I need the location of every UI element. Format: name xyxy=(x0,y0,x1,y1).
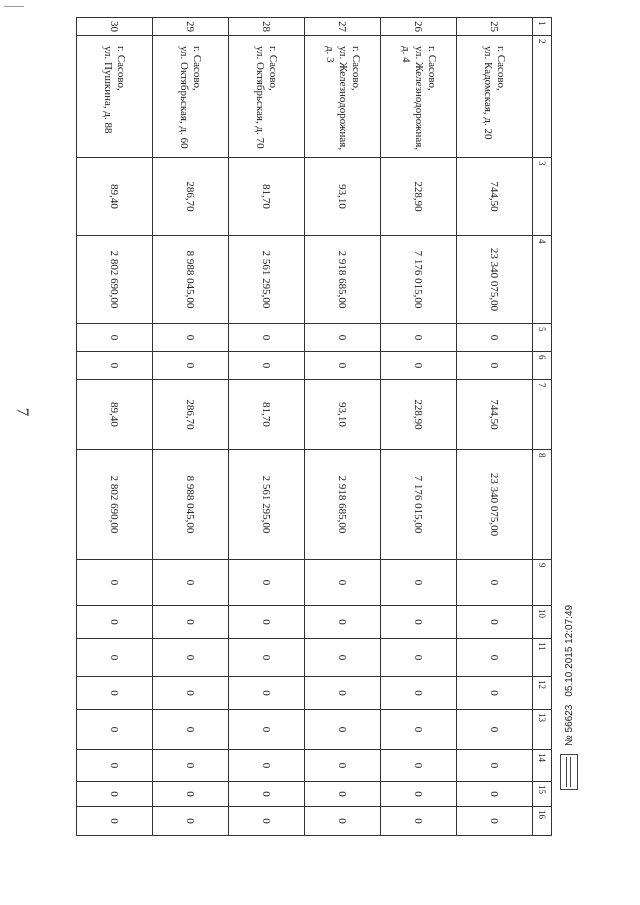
value-cell-c15: 0 xyxy=(457,782,533,807)
value-cell-c5: 0 xyxy=(457,324,533,352)
registry-stamp-icon xyxy=(560,754,578,790)
table-row xyxy=(457,18,533,836)
document-timestamp: 05.10.2015 12:07:49 xyxy=(563,604,575,697)
value-cell-c14: 0 xyxy=(381,750,457,782)
value-cell-c8: 2 918 685,00 xyxy=(305,450,381,560)
table-row xyxy=(77,18,153,836)
column-header-4: 4 xyxy=(533,236,552,324)
value-cell-c10: 0 xyxy=(229,606,305,639)
value-cell-c13: 0 xyxy=(457,710,533,750)
value-cell-c4: 7 176 015,00 xyxy=(381,236,457,324)
value-cell-c14: 0 xyxy=(457,750,533,782)
value-cell-c14: 0 xyxy=(153,750,229,782)
value-cell-c6: 0 xyxy=(305,352,381,380)
value-cell-c15: 0 xyxy=(77,782,153,807)
value-cell-c9: 0 xyxy=(77,560,153,606)
value-cell-c13: 0 xyxy=(77,710,153,750)
value-cell-c6: 0 xyxy=(77,352,153,380)
value-cell-c4: 23 340 075,00 xyxy=(457,236,533,324)
value-cell-c13: 0 xyxy=(229,710,305,750)
top-dash xyxy=(4,6,24,7)
table-row xyxy=(229,18,305,836)
row-number: 29 xyxy=(153,18,229,36)
address-street: ул. Железнодорожная, д. 3 xyxy=(324,46,349,151)
value-cell-c9: 0 xyxy=(229,560,305,606)
value-cell-c10: 0 xyxy=(381,606,457,639)
header-row xyxy=(533,18,552,836)
value-cell-c7: 286,70 xyxy=(153,380,229,450)
value-cell-c12: 0 xyxy=(381,677,457,710)
value-cell-c13: 0 xyxy=(381,710,457,750)
value-cell-c16: 0 xyxy=(77,807,153,836)
value-cell-c12: 0 xyxy=(153,677,229,710)
value-cell-c7: 228,90 xyxy=(381,380,457,450)
value-cell-c11: 0 xyxy=(77,639,153,677)
value-cell-c7: 744,50 xyxy=(457,380,533,450)
value-cell-c12: 0 xyxy=(229,677,305,710)
address-cell xyxy=(77,36,153,158)
value-cell-c14: 0 xyxy=(77,750,153,782)
value-cell-c6: 0 xyxy=(153,352,229,380)
value-cell-c4: 8 988 045,00 xyxy=(153,236,229,324)
value-cell-c11: 0 xyxy=(153,639,229,677)
row-number: 26 xyxy=(381,18,457,36)
value-cell-c3: 744,50 xyxy=(457,158,533,236)
address-cell xyxy=(305,36,381,158)
value-cell-c5: 0 xyxy=(153,324,229,352)
column-header-15: 15 xyxy=(533,782,552,807)
column-header-14: 14 xyxy=(533,750,552,782)
value-cell-c8: 8 988 045,00 xyxy=(153,450,229,560)
value-cell-c16: 0 xyxy=(229,807,305,836)
value-cell-c4: 2 802 690,00 xyxy=(77,236,153,324)
value-cell-c16: 0 xyxy=(381,807,457,836)
value-cell-c9: 0 xyxy=(153,560,229,606)
column-header-8: 8 xyxy=(533,450,552,560)
value-cell-c4: 2 561 295,00 xyxy=(229,236,305,324)
column-header-9: 9 xyxy=(533,560,552,606)
value-cell-c3: 93,10 xyxy=(305,158,381,236)
value-cell-c16: 0 xyxy=(305,807,381,836)
value-cell-c11: 0 xyxy=(381,639,457,677)
value-cell-c5: 0 xyxy=(381,324,457,352)
column-header-6: 6 xyxy=(533,352,552,380)
column-header-7: 7 xyxy=(533,380,552,450)
address-street: ул. Пушкина, д. 88 xyxy=(102,46,115,134)
value-cell-c14: 0 xyxy=(305,750,381,782)
value-cell-c6: 0 xyxy=(229,352,305,380)
value-cell-c11: 0 xyxy=(229,639,305,677)
value-cell-c16: 0 xyxy=(457,807,533,836)
address-street: ул. Октябрьская, д. 70 xyxy=(254,46,267,149)
column-header-2: 2 xyxy=(533,36,552,158)
address-city: г. Сасово, xyxy=(495,46,508,91)
value-cell-c11: 0 xyxy=(305,639,381,677)
address-street: ул. Кадомская, д. 20 xyxy=(482,46,495,140)
column-header-11: 11 xyxy=(533,639,552,677)
value-cell-c3: 286,70 xyxy=(153,158,229,236)
value-cell-c16: 0 xyxy=(153,807,229,836)
value-cell-c8: 23 340 075,00 xyxy=(457,450,533,560)
column-header-12: 12 xyxy=(533,677,552,710)
page-number: 7 xyxy=(13,407,33,417)
value-cell-c7: 93,10 xyxy=(305,380,381,450)
address-street: ул. Железнодорожная, д. 4 xyxy=(400,46,425,151)
value-cell-c6: 0 xyxy=(381,352,457,380)
row-number: 30 xyxy=(77,18,153,36)
value-cell-c15: 0 xyxy=(229,782,305,807)
column-header-3: 3 xyxy=(533,158,552,236)
value-cell-c12: 0 xyxy=(457,677,533,710)
column-header-13: 13 xyxy=(533,710,552,750)
address-city: г. Сасово, xyxy=(115,46,128,91)
table-row xyxy=(305,18,381,836)
table-row xyxy=(381,18,457,836)
value-cell-c12: 0 xyxy=(305,677,381,710)
address-cell xyxy=(229,36,305,158)
value-cell-c13: 0 xyxy=(153,710,229,750)
value-cell-c10: 0 xyxy=(153,606,229,639)
address-city: г. Сасово, xyxy=(267,46,280,91)
column-header-10: 10 xyxy=(533,606,552,639)
address-cell xyxy=(381,36,457,158)
value-cell-c8: 2 802 690,00 xyxy=(77,450,153,560)
value-cell-c6: 0 xyxy=(457,352,533,380)
value-cell-c10: 0 xyxy=(77,606,153,639)
value-cell-c10: 0 xyxy=(457,606,533,639)
value-cell-c5: 0 xyxy=(229,324,305,352)
value-cell-c15: 0 xyxy=(153,782,229,807)
address-city: г. Сасово, xyxy=(426,46,438,91)
value-cell-c3: 228,90 xyxy=(381,158,457,236)
value-cell-c9: 0 xyxy=(381,560,457,606)
value-cell-c14: 0 xyxy=(229,750,305,782)
table-row xyxy=(153,18,229,836)
row-number: 27 xyxy=(305,18,381,36)
value-cell-c5: 0 xyxy=(77,324,153,352)
address-city: г. Сасово, xyxy=(350,46,362,91)
value-cell-c11: 0 xyxy=(457,639,533,677)
address-street: ул. Октябрьская, д. 60 xyxy=(178,46,191,149)
value-cell-c4: 2 918 685,00 xyxy=(305,236,381,324)
value-cell-c12: 0 xyxy=(77,677,153,710)
value-cell-c10: 0 xyxy=(305,606,381,639)
rotated-table-wrapper xyxy=(42,17,552,835)
address-cell xyxy=(153,36,229,158)
column-header-5: 5 xyxy=(533,324,552,352)
address-cell xyxy=(457,36,533,158)
value-cell-c8: 2 561 295,00 xyxy=(229,450,305,560)
value-cell-c7: 81,70 xyxy=(229,380,305,450)
column-header-1: 1 xyxy=(533,18,552,36)
value-cell-c15: 0 xyxy=(305,782,381,807)
value-cell-c3: 89,40 xyxy=(77,158,153,236)
document-number: № 56623 xyxy=(563,704,575,746)
row-number: 28 xyxy=(229,18,305,36)
value-cell-c9: 0 xyxy=(305,560,381,606)
value-cell-c15: 0 xyxy=(381,782,457,807)
value-cell-c13: 0 xyxy=(305,710,381,750)
footer-stamp xyxy=(560,605,578,790)
value-cell-c8: 7 176 015,00 xyxy=(381,450,457,560)
value-cell-c5: 0 xyxy=(305,324,381,352)
data-table xyxy=(76,17,552,836)
row-number: 25 xyxy=(457,18,533,36)
column-header-16: 16 xyxy=(533,807,552,836)
address-city: г. Сасово, xyxy=(191,46,204,91)
value-cell-c9: 0 xyxy=(457,560,533,606)
value-cell-c3: 81,70 xyxy=(229,158,305,236)
value-cell-c7: 89,40 xyxy=(77,380,153,450)
